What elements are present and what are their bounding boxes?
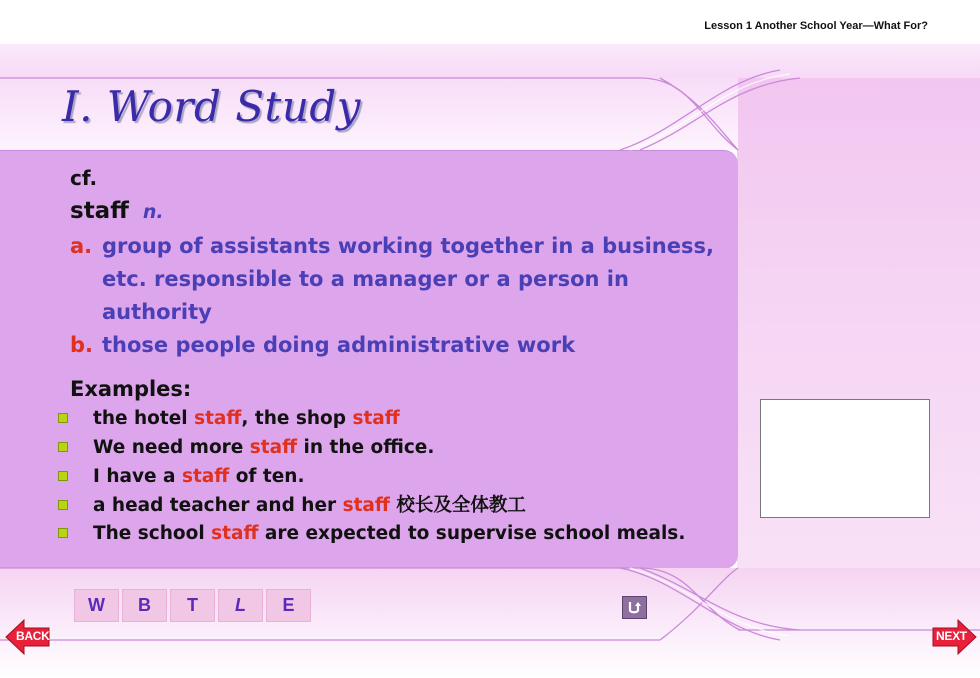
example-item xyxy=(56,435,720,461)
example-text: in the office. xyxy=(297,437,435,458)
example-item xyxy=(56,523,720,545)
headword: staff xyxy=(70,198,129,224)
examples-list xyxy=(56,406,720,545)
top-band xyxy=(0,44,980,78)
example-text: 校长及全体教工 xyxy=(389,495,526,516)
example-text: The school xyxy=(93,523,212,544)
bullet-icon xyxy=(58,500,68,510)
headword-line xyxy=(70,193,730,230)
example-text: I have a xyxy=(93,466,182,487)
tab-b[interactable]: B xyxy=(122,589,167,622)
lesson-header: Lesson 1 Another School Year—What For? xyxy=(704,20,928,32)
highlight-word: staff xyxy=(249,437,298,458)
definition-b xyxy=(70,329,730,362)
highlight-word: staff xyxy=(194,408,242,429)
bottom-band xyxy=(0,568,980,678)
return-button[interactable] xyxy=(622,596,647,619)
examples-heading: Examples: xyxy=(70,377,192,401)
section-title: I. Word Study xyxy=(62,82,362,131)
part-of-speech: n. xyxy=(142,201,164,223)
example-item xyxy=(56,493,720,519)
highlight-word: staff xyxy=(181,466,230,487)
tab-e[interactable]: E xyxy=(266,589,311,622)
definition-letter: b. xyxy=(70,333,94,357)
example-item xyxy=(56,406,720,432)
example-text: are expected to supervise school meals. xyxy=(258,523,686,544)
example-text: a head teacher and her xyxy=(93,495,343,516)
back-button[interactable] xyxy=(4,618,52,656)
bullet-icon xyxy=(58,528,68,538)
next-label: NEXT xyxy=(936,629,967,643)
cf-label: cf. xyxy=(70,166,98,190)
definition-letter: a. xyxy=(70,234,93,258)
tab-t[interactable]: T xyxy=(170,589,215,622)
media-placeholder-box xyxy=(760,399,930,518)
example-text: We need more xyxy=(93,437,250,458)
content-area xyxy=(70,165,730,548)
definition-text: group of assistants working together in a business, etc. responsible to a manager or a person in authority xyxy=(102,234,714,324)
example-item xyxy=(56,464,720,490)
next-button[interactable] xyxy=(930,618,978,656)
tab-l[interactable]: L xyxy=(218,589,263,622)
highlight-word: staff xyxy=(342,495,390,516)
highlight-word: staff xyxy=(352,408,400,429)
highlight-word: staff xyxy=(211,523,259,544)
bullet-icon xyxy=(58,413,68,423)
example-text: the hotel xyxy=(93,408,195,429)
definition-a xyxy=(70,230,730,329)
tab-w[interactable]: W xyxy=(74,589,119,622)
back-label: BACK xyxy=(16,629,50,643)
bullet-icon xyxy=(58,471,68,481)
definition-text: those people doing administrative work xyxy=(102,333,576,357)
return-arrow-icon xyxy=(626,599,643,616)
bullet-icon xyxy=(58,442,68,452)
example-text: , the shop xyxy=(241,408,353,429)
section-nav-tabs xyxy=(74,589,311,622)
example-text: of ten. xyxy=(229,466,305,487)
